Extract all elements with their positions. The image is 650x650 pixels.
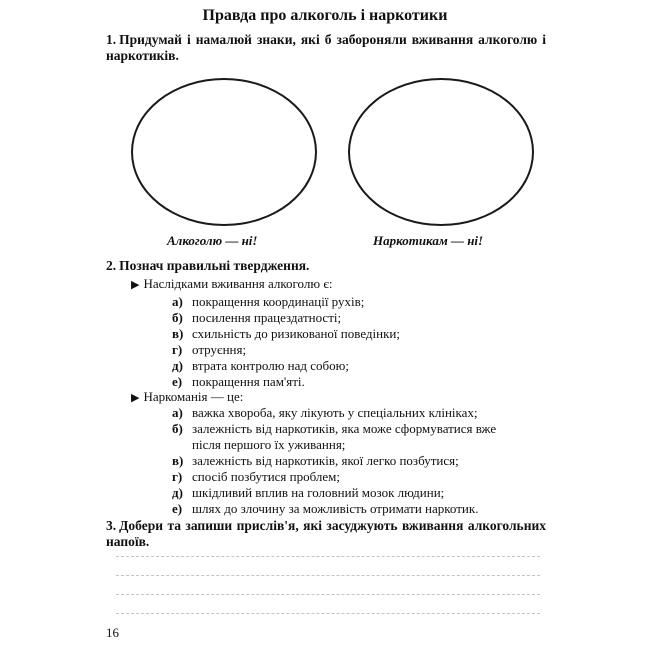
alcohol-option-b[interactable]: [172, 310, 341, 326]
alcohol-option-v[interactable]: [172, 326, 400, 342]
option-text: покращення координації рухів;: [192, 294, 365, 309]
drug-option-g[interactable]: [172, 469, 340, 485]
option-letter: в): [172, 326, 184, 341]
task-2-text: Познач правильні твердження.: [119, 258, 310, 273]
drug-option-v[interactable]: [172, 453, 459, 469]
option-text: залежність від наркотиків, яка може сформуватися вже: [192, 421, 497, 436]
option-letter: д): [172, 485, 183, 500]
option-letter: в): [172, 453, 184, 468]
answer-line[interactable]: [116, 575, 540, 576]
option-text-continued: після першого їх уживання;: [192, 437, 346, 452]
answer-line[interactable]: [116, 594, 540, 595]
option-text: отруєння;: [192, 342, 247, 357]
arrow-right-icon: ▶: [131, 392, 140, 404]
option-letter: г): [172, 469, 183, 484]
option-letter: е): [172, 374, 183, 389]
page-number: 16: [106, 625, 119, 640]
option-text: втрата контролю над собою;: [192, 358, 349, 373]
drug-addiction-lead-text: Наркоманія — це:: [143, 389, 244, 404]
option-text: залежність від наркотиків, якої легко позбутися;: [192, 453, 459, 468]
option-text: покращення пам'яті.: [192, 374, 305, 389]
option-text: посилення працездатності;: [192, 310, 342, 325]
drug-option-b[interactable]: [172, 421, 496, 453]
answer-line[interactable]: [116, 556, 540, 557]
alcohol-sign-label: Алкоголю — ні!: [167, 233, 258, 248]
task-2-number: 2.: [106, 258, 117, 273]
drug-addiction-lead: [131, 389, 243, 406]
alcohol-option-e[interactable]: [172, 374, 305, 390]
task-3: [106, 518, 546, 550]
alcohol-option-d[interactable]: [172, 358, 349, 374]
option-text: спосіб позбутися проблем;: [192, 469, 340, 484]
option-text: шлях до злочину за можливість отримати наркотик.: [192, 501, 479, 516]
arrow-right-icon: ▶: [131, 279, 140, 291]
option-text: схильність до ризикованої поведінки;: [192, 326, 400, 341]
option-letter: г): [172, 342, 183, 357]
drugs-sign-label: Наркотикам — ні!: [373, 233, 484, 248]
option-letter: е): [172, 501, 183, 516]
drugs-sign-circle[interactable]: [348, 78, 534, 226]
task-1: [106, 32, 546, 64]
task-1-text: Придумай і намалюй знаки, які б забороняли вживання алкоголю і наркотиків.: [106, 32, 546, 63]
option-letter: б): [172, 421, 183, 436]
alcohol-sign-circle[interactable]: [131, 78, 317, 226]
option-text: шкідливий вплив на головний мозок людини;: [192, 485, 445, 500]
alcohol-option-a[interactable]: [172, 294, 364, 310]
alcohol-consequences-lead-text: Наслідками вживання алкоголю є:: [143, 276, 333, 291]
option-letter: а): [172, 405, 183, 420]
option-text: важка хвороба, яку лікують у спеціальних клініках;: [192, 405, 478, 420]
alcohol-option-g[interactable]: [172, 342, 246, 358]
drug-option-a[interactable]: [172, 405, 478, 421]
page-title: Правда про алкоголь і наркотики: [202, 7, 448, 24]
task-2: [106, 258, 546, 274]
task-3-text: Добери та запиши прислів'я, які засуджують вживання алкогольних напоїв.: [106, 518, 546, 549]
option-letter: а): [172, 294, 183, 309]
option-letter: б): [172, 310, 183, 325]
task-3-number: 3.: [106, 518, 117, 533]
task-1-number: 1.: [106, 32, 117, 47]
option-letter: д): [172, 358, 183, 373]
drug-option-e[interactable]: [172, 501, 478, 517]
answer-line[interactable]: [116, 613, 540, 614]
alcohol-consequences-lead: [131, 276, 333, 293]
drug-option-d[interactable]: [172, 485, 444, 501]
